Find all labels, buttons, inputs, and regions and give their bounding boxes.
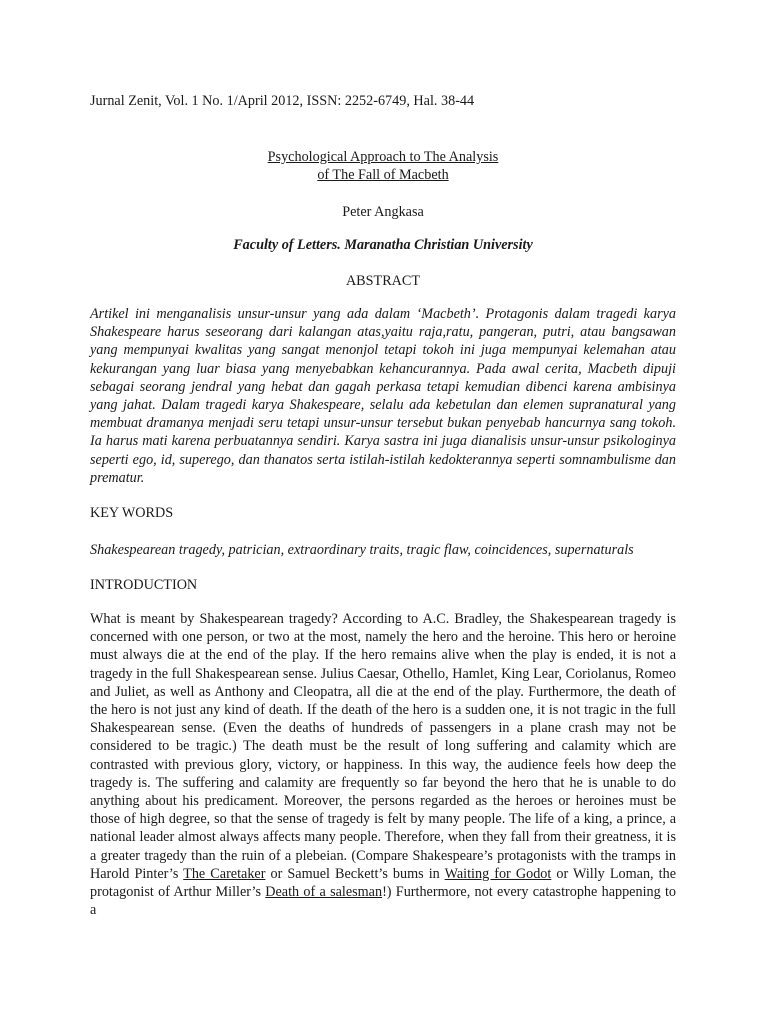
work-title-the-caretaker: The Caretaker <box>183 865 266 882</box>
work-title-waiting-for-godot: Waiting for Godot <box>444 865 552 882</box>
paper-title-line-1: Psychological Approach to The Analysis <box>267 149 499 165</box>
abstract-body: Artikel ini menganalisis unsur-unsur yang ada dalam ‘Macbeth’. Protagonis dalam tragedi karya Shakespeare harus seseorang dari kalangan atas,yaitu raja,ratu, pangeran, putri, atau bangsawan yang mempunyai kwalitas yang sangat menonjol tetapi tokoh ini juga mempunyai kelemahan atau kekurangan yang luar biasa yang menyebabkan kehancurannya. Pada awal cerita, Macbeth dipuji sebagai seorang jendral yang hebat dan gagah perkasa tetapi kemudian dibenci karena ambisinya yang jahat. Dalam tragedi karya Shakespeare, selalu ada kebetulan dan elemen supranatural yang membuat dramanya menjadi seru tetapi unsur-unsur tersebut bukan penyebab hancurnya sang tokoh. Ia harus mati karena perbuatannya sendiri. Karya sastra ini juga dianalisis unsur-unsur psikologinya seperti ego, id, superego, dan thanatos serta istilah-istilah kedokterannya seperti somnambulisme dan prematur. <box>90 306 676 486</box>
introduction-text-part-1: What is meant by Shakespearean tragedy? According to A.C. Bradley, the Shakespearean tragedy is concerned with one person, or two at the most, namely the hero and the heroine. This hero or heroine must always die at the end of the play. If the hero remains alive when the play is ended, it is not a tragedy in the full Shakespearean sense. Julius Caesar, Othello, Hamlet, King Lear, Coriolanus, Romeo and Juliet, as well as Anthony and Cleopatra, all die at the end of the play. Furthermore, the death of the hero is not just any kind of death. If the death of the hero is a sudden one, it is not tragic in the full Shakespearean sense. (Even the deaths of hundreds of passengers in a plane crash may not be considered to be tragic.) The death must be the result of long suffering and calamity which are contrasted with previous glory, victory, or happiness. In this way, the audience feels how deep the tragedy is. The suffering and calamity are frequently so far beyond the hero that he is unable to do anything about his predicament. Moreover, the persons regarded as the heroes or heroines must be those of high degree, so that the sense of tragedy is felt by many people. The life of a king, a prince, a national leader almost always affects many people. Therefore, when they fall from their greatness, it is a greater tragedy than the ruin of a plebeian. (Compare Shakespeare’s protagonists with the tramps in Harold Pinter’s <box>90 611 676 882</box>
journal-header: Jurnal Zenit, Vol. 1 No. 1/April 2012, ISSN: 2252-6749, Hal. 38-44 <box>90 93 475 109</box>
introduction-text-part-3: or Willy Loman, the protagonist of Arthur Miller’s <box>90 865 676 901</box>
abstract-heading: ABSTRACT <box>345 273 421 289</box>
work-title-death-of-a-salesman: Death of a salesman <box>265 884 383 901</box>
author-affiliation: Faculty of Letters. Maranatha Christian University <box>233 237 533 253</box>
author-name: Peter Angkasa <box>342 204 424 220</box>
keywords-heading: KEY WORDS <box>90 505 174 521</box>
introduction-text-part-4: !) Furthermore, not every catastrophe happening to a <box>90 884 677 919</box>
paper-title-line-2: of The Fall of Macbeth <box>317 167 449 184</box>
paper-title <box>90 148 676 184</box>
keywords-body: Shakespearean tragedy, patrician, extraordinary traits, tragic flaw, coincidences, supernaturals <box>90 542 634 558</box>
introduction-text-part-2: or Samuel Beckett’s bums in <box>265 865 445 882</box>
introduction-body <box>90 610 676 919</box>
introduction-heading: INTRODUCTION <box>90 577 198 593</box>
